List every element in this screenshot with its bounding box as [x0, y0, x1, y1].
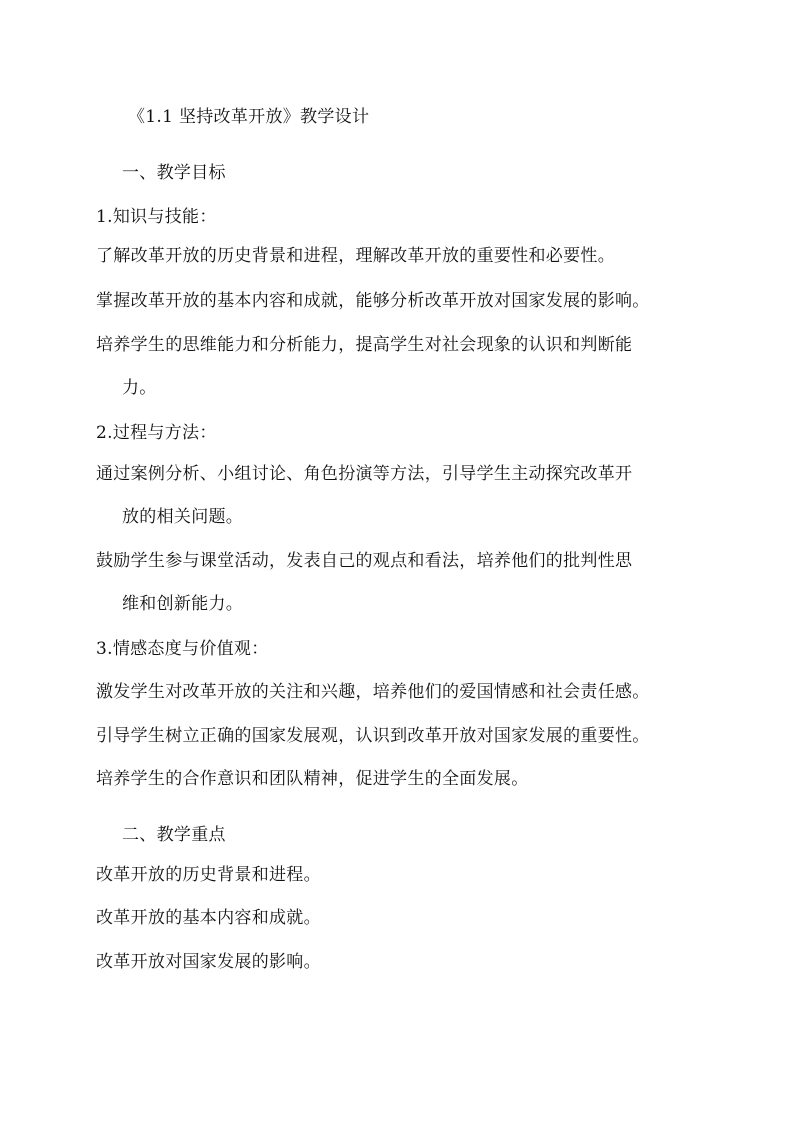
list-item: 改革开放对国家发展的影响。 — [96, 952, 321, 972]
document-title: 《1.1 坚持改革开放》教学设计 — [128, 107, 370, 127]
paragraph-line: 鼓励学生参与课堂活动，发表自己的观点和看法，培养他们的批判性思 — [96, 551, 633, 571]
paragraph-line: 掌握改革开放的基本内容和成就，能够分析改革开放对国家发展的影响。 — [96, 291, 650, 311]
section-heading-objectives: 一、教学目标 — [122, 163, 226, 183]
list-item: 改革开放的历史背景和进程。 — [96, 865, 321, 885]
subheading-emotion-values: 3.情感态度与价值观： — [96, 639, 269, 659]
paragraph-line: 培养学生的思维能力和分析能力，提高学生对社会现象的认识和判断能 — [96, 335, 633, 355]
subheading-knowledge-skills: 1.知识与技能： — [96, 207, 217, 227]
list-item: 改革开放的基本内容和成就。 — [96, 908, 321, 928]
paragraph-line-continuation: 维和创新能力。 — [122, 594, 244, 614]
paragraph-line-continuation: 放的相关问题。 — [122, 507, 244, 527]
paragraph-line: 了解改革开放的历史背景和进程，理解改革开放的重要性和必要性。 — [96, 246, 615, 266]
paragraph-line: 引导学生树立正确的国家发展观，认识到改革开放对国家发展的重要性。 — [96, 726, 650, 746]
paragraph-line: 通过案例分析、小组讨论、角色扮演等方法，引导学生主动探究改革开 — [96, 464, 633, 484]
subheading-process-methods: 2.过程与方法： — [96, 423, 217, 443]
paragraph-line-continuation: 力。 — [122, 378, 157, 398]
paragraph-line: 激发学生对改革开放的关注和兴趣，培养他们的爱国情感和社会责任感。 — [96, 682, 650, 702]
section-heading-key-points: 二、教学重点 — [122, 825, 226, 845]
paragraph-line: 培养学生的合作意识和团队精神，促进学生的全面发展。 — [96, 769, 529, 789]
